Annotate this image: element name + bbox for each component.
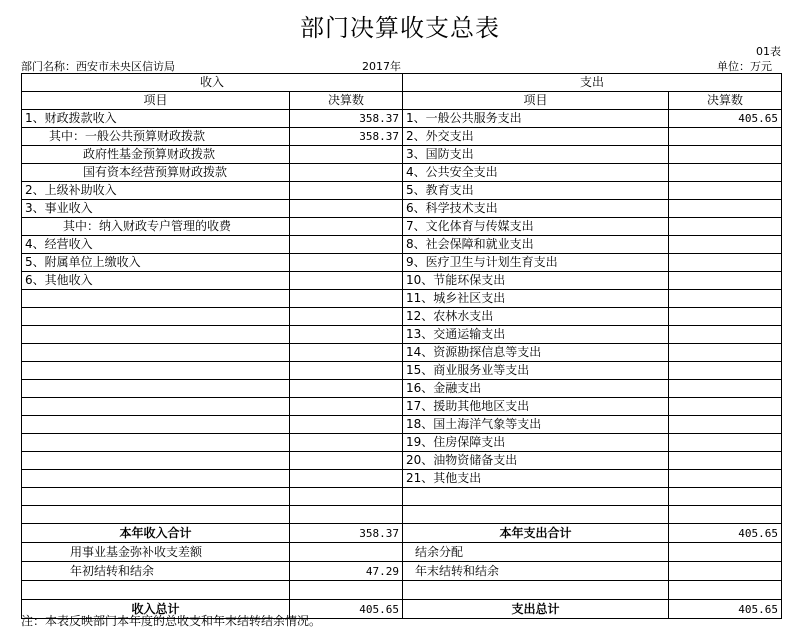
expense-item bbox=[403, 488, 669, 506]
table-row bbox=[22, 200, 782, 218]
income-item: 1、财政拨款收入 bbox=[22, 110, 290, 128]
income-total-amount: 47.29 bbox=[290, 562, 403, 581]
income-item: 3、事业收入 bbox=[22, 200, 290, 218]
table-row bbox=[22, 236, 782, 254]
expense-amount bbox=[669, 146, 782, 164]
expense-total-label: 本年支出合计 bbox=[403, 524, 669, 543]
summary-table bbox=[21, 73, 782, 619]
expense-item: 18、国土海洋气象等支出 bbox=[403, 416, 669, 434]
expense-section-header: 支出 bbox=[403, 74, 782, 92]
expense-amount bbox=[669, 164, 782, 182]
income-section-header: 收入 bbox=[22, 74, 403, 92]
income-item: 4、经营收入 bbox=[22, 236, 290, 254]
income-amount bbox=[290, 434, 403, 452]
income-item bbox=[22, 362, 290, 380]
expense-item: 7、文化体育与传媒支出 bbox=[403, 218, 669, 236]
income-amount bbox=[290, 200, 403, 218]
expense-amount bbox=[669, 506, 782, 524]
expense-item: 2、外交支出 bbox=[403, 128, 669, 146]
expense-item-header: 项目 bbox=[403, 92, 669, 110]
income-amount-header: 决算数 bbox=[290, 92, 403, 110]
table-row bbox=[22, 326, 782, 344]
expense-item: 4、公共安全支出 bbox=[403, 164, 669, 182]
income-total-label: 收入总计 bbox=[22, 600, 290, 619]
income-total-amount: 358.37 bbox=[290, 524, 403, 543]
total-row bbox=[22, 581, 782, 600]
income-item bbox=[22, 416, 290, 434]
income-total-label: 年初结转和结余 bbox=[22, 562, 290, 581]
expense-amount bbox=[669, 236, 782, 254]
income-amount bbox=[290, 272, 403, 290]
income-total-label bbox=[22, 581, 290, 600]
expense-amount bbox=[669, 200, 782, 218]
table-row bbox=[22, 128, 782, 146]
income-amount bbox=[290, 290, 403, 308]
table-row bbox=[22, 380, 782, 398]
expense-item: 5、教育支出 bbox=[403, 182, 669, 200]
expense-amount bbox=[669, 380, 782, 398]
income-total-amount bbox=[290, 543, 403, 562]
table-row bbox=[22, 164, 782, 182]
income-amount bbox=[290, 164, 403, 182]
income-amount bbox=[290, 218, 403, 236]
expense-amount bbox=[669, 344, 782, 362]
income-item bbox=[22, 470, 290, 488]
expense-total-amount: 405.65 bbox=[669, 600, 782, 619]
expense-item: 9、医疗卫生与计划生育支出 bbox=[403, 254, 669, 272]
expense-item: 16、金融支出 bbox=[403, 380, 669, 398]
income-item: 政府性基金预算财政拨款 bbox=[22, 146, 290, 164]
income-item: 2、上级补助收入 bbox=[22, 182, 290, 200]
income-amount bbox=[290, 146, 403, 164]
income-amount: 358.37 bbox=[290, 128, 403, 146]
expense-amount bbox=[669, 308, 782, 326]
income-amount bbox=[290, 308, 403, 326]
table-row bbox=[22, 254, 782, 272]
table-row bbox=[22, 434, 782, 452]
table-row bbox=[22, 452, 782, 470]
expense-total-label: 年末结转和结余 bbox=[403, 562, 669, 581]
expense-total-label: 结余分配 bbox=[403, 543, 669, 562]
expense-amount bbox=[669, 398, 782, 416]
expense-item: 15、商业服务业等支出 bbox=[403, 362, 669, 380]
expense-amount bbox=[669, 434, 782, 452]
income-item bbox=[22, 344, 290, 362]
expense-amount bbox=[669, 488, 782, 506]
income-amount bbox=[290, 380, 403, 398]
expense-item: 6、科学技术支出 bbox=[403, 200, 669, 218]
income-amount bbox=[290, 398, 403, 416]
expense-item: 10、节能环保支出 bbox=[403, 272, 669, 290]
income-total-amount bbox=[290, 581, 403, 600]
income-item bbox=[22, 398, 290, 416]
total-row bbox=[22, 562, 782, 581]
table-row bbox=[22, 470, 782, 488]
expense-item: 19、住房保障支出 bbox=[403, 434, 669, 452]
income-total-amount: 405.65 bbox=[290, 600, 403, 619]
expense-amount bbox=[669, 254, 782, 272]
income-item bbox=[22, 308, 290, 326]
expense-amount: 405.65 bbox=[669, 110, 782, 128]
income-item bbox=[22, 290, 290, 308]
income-item bbox=[22, 380, 290, 398]
table-row bbox=[22, 218, 782, 236]
table-row bbox=[22, 110, 782, 128]
income-amount bbox=[290, 326, 403, 344]
expense-total-label: 支出总计 bbox=[403, 600, 669, 619]
table-row bbox=[22, 308, 782, 326]
table-row bbox=[22, 416, 782, 434]
expense-item: 13、交通运输支出 bbox=[403, 326, 669, 344]
expense-amount bbox=[669, 128, 782, 146]
income-amount bbox=[290, 344, 403, 362]
expense-amount bbox=[669, 452, 782, 470]
footnote: 注：本表反映部门本年度的总收支和年末结转结余情况。 bbox=[21, 614, 322, 628]
table-row bbox=[22, 272, 782, 290]
table-row bbox=[22, 362, 782, 380]
expense-item: 12、农林水支出 bbox=[403, 308, 669, 326]
total-row bbox=[22, 543, 782, 562]
expense-amount bbox=[669, 326, 782, 344]
income-item-header: 项目 bbox=[22, 92, 290, 110]
expense-item: 20、油物资储备支出 bbox=[403, 452, 669, 470]
income-amount bbox=[290, 452, 403, 470]
income-amount bbox=[290, 236, 403, 254]
income-total-label: 本年收入合计 bbox=[22, 524, 290, 543]
expense-total-amount bbox=[669, 562, 782, 581]
expense-amount-header: 决算数 bbox=[669, 92, 782, 110]
income-amount bbox=[290, 506, 403, 524]
income-amount bbox=[290, 254, 403, 272]
table-row bbox=[22, 398, 782, 416]
expense-amount bbox=[669, 218, 782, 236]
expense-total-label bbox=[403, 581, 669, 600]
expense-amount bbox=[669, 470, 782, 488]
expense-amount bbox=[669, 416, 782, 434]
income-amount bbox=[290, 470, 403, 488]
total-row bbox=[22, 524, 782, 543]
table-row bbox=[22, 506, 782, 524]
income-item bbox=[22, 434, 290, 452]
expense-amount bbox=[669, 362, 782, 380]
table-row bbox=[22, 344, 782, 362]
expense-amount bbox=[669, 182, 782, 200]
expense-item: 14、资源勘探信息等支出 bbox=[403, 344, 669, 362]
table-row bbox=[22, 146, 782, 164]
expense-item bbox=[403, 506, 669, 524]
expense-amount bbox=[669, 290, 782, 308]
expense-item: 8、社会保障和就业支出 bbox=[403, 236, 669, 254]
department-name: 部门名称：西安市未央区信访局 bbox=[21, 60, 175, 73]
income-amount bbox=[290, 488, 403, 506]
income-item: 其中：一般公共预算财政拨款 bbox=[22, 128, 290, 146]
income-amount: 358.37 bbox=[290, 110, 403, 128]
expense-item: 17、援助其他地区支出 bbox=[403, 398, 669, 416]
table-row bbox=[22, 182, 782, 200]
income-item: 国有资本经营预算财政拨款 bbox=[22, 164, 290, 182]
income-item bbox=[22, 506, 290, 524]
expense-amount bbox=[669, 272, 782, 290]
income-item: 其中：纳入财政专户管理的收费 bbox=[22, 218, 290, 236]
expense-item: 11、城乡社区支出 bbox=[403, 290, 669, 308]
expense-item: 21、其他支出 bbox=[403, 470, 669, 488]
expense-item: 1、一般公共服务支出 bbox=[403, 110, 669, 128]
income-item: 5、附属单位上缴收入 bbox=[22, 254, 290, 272]
form-number: 01表 bbox=[756, 45, 781, 58]
income-amount bbox=[290, 362, 403, 380]
report-year: 2017年 bbox=[362, 60, 401, 73]
income-amount bbox=[290, 416, 403, 434]
income-item: 6、其他收入 bbox=[22, 272, 290, 290]
income-amount bbox=[290, 182, 403, 200]
income-item bbox=[22, 452, 290, 470]
income-total-label: 用事业基金弥补收支差额 bbox=[22, 543, 290, 562]
table-row bbox=[22, 488, 782, 506]
income-item bbox=[22, 326, 290, 344]
page-title: 部门决算收支总表 bbox=[300, 14, 500, 42]
expense-total-amount: 405.65 bbox=[669, 524, 782, 543]
table-row bbox=[22, 290, 782, 308]
expense-total-amount bbox=[669, 543, 782, 562]
unit-label: 单位：万元 bbox=[717, 60, 772, 73]
expense-total-amount bbox=[669, 581, 782, 600]
income-item bbox=[22, 488, 290, 506]
expense-item: 3、国防支出 bbox=[403, 146, 669, 164]
